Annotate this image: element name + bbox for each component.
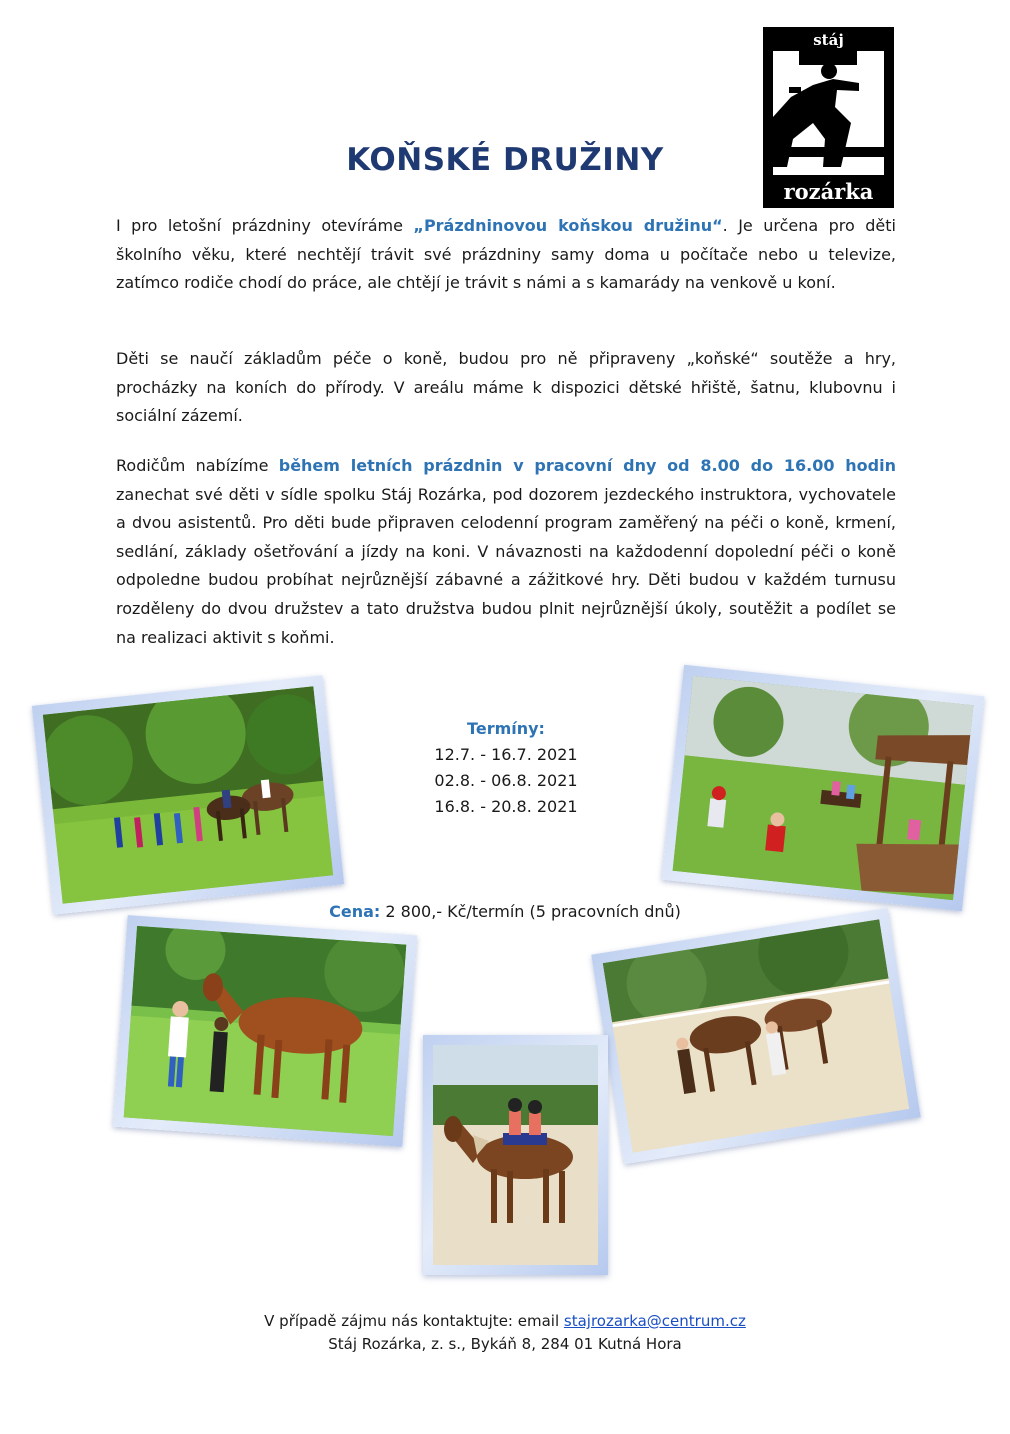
activities-paragraph: Děti se naučí základům péče o koně, budou pro ně připraveny „koňské“ soutěže a hry, procházky na koních do přírody. V areálu máme k dispozici dětské hřiště, šatnu, klubovnu i sociální zázemí. (116, 349, 896, 426)
term-date: 16.8. - 20.8. 2021 (434, 797, 578, 816)
price-value: 2 800,- Kč/termín (5 pracovních dnů) (380, 902, 681, 921)
photo-group-ride (32, 675, 344, 914)
logo (763, 27, 894, 208)
program-highlight: během letních prázdnin v pracovní dny od 8.00 do 16.00 hodin (278, 456, 896, 475)
address-line: Stáj Rozárka, z. s., Bykáň 8, 284 01 Kutná Hora (328, 1335, 682, 1353)
photo-vaulting (423, 1035, 608, 1275)
price-label: Cena: (329, 902, 381, 921)
logo-bottom-text: rozárka (783, 179, 874, 204)
program-paragraph: Rodičům nabízíme během letních prázdnin v pracovní dny od 8.00 do 16.00 hodin zanechat své děti v sídle spolku Stáj Rozárka, pod dozorem jezdeckého instruktora, vychovatele a dvou asistentů. Pro děti bude připraven celodenní program zaměřený na péči o koně, krmení, sedlání, základy ošetřování a jízdy na koni. V návaznosti na každodenní dopolední péči o koně odpoledne budou probíhat nejrůznější zábavné a zážitkové hry. Děti budou v každém turnusu rozděleny do dvou družstev a tato družstva budou plnit nejrůznější úkoly, soutěžit a podílet se na realizaci aktivit s koňmi. (116, 456, 896, 647)
page-title: KOŇSKÉ DRUŽINY (346, 142, 664, 178)
photo-horse-care (113, 915, 417, 1147)
contact-block (0, 1310, 1010, 1356)
terms-heading: Termíny: (467, 719, 545, 738)
term-date: 12.7. - 16.7. 2021 (434, 745, 578, 764)
photo-leading-horses (591, 908, 920, 1164)
photo-kids-playing (662, 665, 985, 911)
term-date: 02.8. - 06.8. 2021 (434, 771, 578, 790)
contact-line: V případě zájmu nás kontaktujte: email stajrozarka@centrum.cz (264, 1312, 746, 1330)
logo-top-text: stáj (813, 31, 844, 49)
email-link[interactable]: stajrozarka@centrum.cz (563, 1312, 746, 1330)
intro-paragraph: I pro letošní prázdniny otevíráme „Prázdninovou koňskou družinu“. Je určena pro děti školního věku, které nechtějí trávit své prázdniny samy doma u počítače nebo u televize, zatímco rodiče chodí do práce, ale chtějí je trávit s námi a s kamarády na venkově u koní. (116, 216, 896, 293)
terms-block (406, 716, 606, 820)
intro-highlight: „Prázdninovou koňskou družinu“ (413, 216, 723, 235)
